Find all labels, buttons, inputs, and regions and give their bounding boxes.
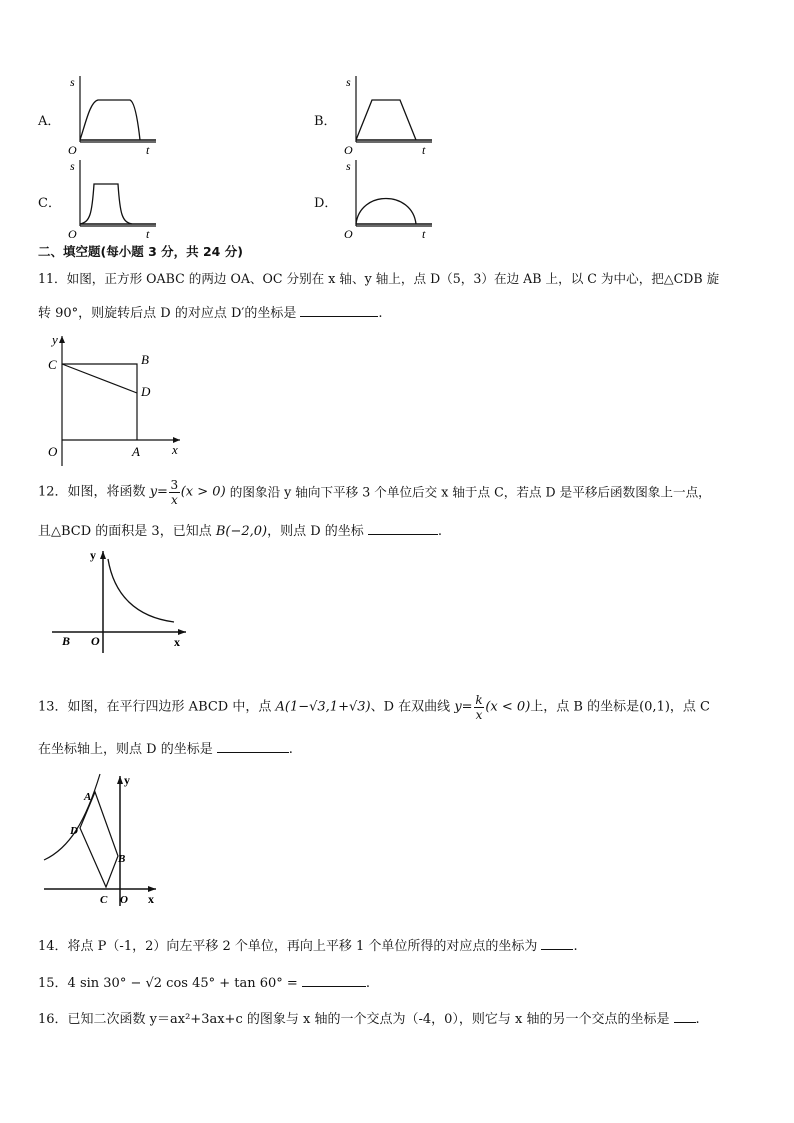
q12-label-b: B <box>62 634 71 648</box>
q12-point-b: B(−2,0) <box>215 524 268 539</box>
q13-point-b: (0,1) <box>639 699 670 715</box>
q13-answer-blank[interactable] <box>217 738 289 753</box>
q13-fraction <box>474 693 485 722</box>
q12-label-y: y <box>90 548 96 562</box>
origin-o: O <box>68 227 77 240</box>
q12-func-num: 3 <box>170 478 179 492</box>
axis-s: s <box>346 159 351 173</box>
q16-end: . <box>695 1012 700 1027</box>
option-b-graph <box>336 72 436 156</box>
q13-func-eq: = <box>461 699 473 715</box>
q12-line2-b: ，则点 D 的坐标 <box>267 524 364 539</box>
axis-t: t <box>422 227 426 240</box>
q13-label-x: x <box>148 892 154 906</box>
q12-func-den: x <box>170 493 178 507</box>
q16 <box>38 1008 700 1029</box>
q12-func-dom: (x > 0) <box>180 484 226 500</box>
q11-answer-blank[interactable] <box>300 302 378 317</box>
q13-mid: 、D 在双曲线 <box>370 699 451 715</box>
q13-line2-text: 在坐标轴上，则点 D 的坐标是 <box>38 742 213 757</box>
q13-label-c: C <box>100 894 108 906</box>
q11-label-x: x <box>172 442 178 457</box>
q12-line1 <box>38 478 711 512</box>
q13-label-y: y <box>124 773 130 787</box>
q12-func-eq: = <box>157 484 168 500</box>
q13-func-y: y <box>454 699 462 715</box>
q12-fraction <box>169 478 180 507</box>
axis-s: s <box>70 75 75 89</box>
q13-label-d: D <box>70 825 78 837</box>
origin-o: O <box>68 143 77 156</box>
q13-label-o: O <box>120 894 128 906</box>
q13-point-a: A(1−√3,1+√3) <box>275 699 371 715</box>
q11-label-y: y <box>52 332 58 347</box>
q13-label-a: A <box>84 791 92 803</box>
axis-t: t <box>146 143 150 156</box>
q16-answer-blank[interactable] <box>674 1008 696 1023</box>
q13-figure <box>40 770 170 910</box>
q11-label-o: O <box>48 444 58 459</box>
q16-text: 16．已知二次函数 y＝ax²+3ax+c 的图象与 x 轴的一个交点为（-4，0），则它与 x 轴的另一个交点的坐标是 <box>38 1012 670 1027</box>
q12-label-x: x <box>174 635 180 649</box>
q12-rest: 的图象沿 y 轴向下平移 3 个单位后交 x 轴于点 C，若点 D 是平移后函数图象上一点， <box>229 484 711 500</box>
q12-prefix: 12．如图，将函数 <box>38 484 146 500</box>
q13-end: . <box>288 742 293 757</box>
q14-answer-blank[interactable] <box>541 935 573 950</box>
q12-end: . <box>437 524 442 539</box>
axis-s: s <box>346 75 351 89</box>
option-d-label: D． <box>314 196 338 211</box>
q15-end: . <box>365 976 370 991</box>
q13-func-num: k <box>475 693 483 707</box>
q13-label-b: B <box>118 853 126 865</box>
q13-rest2: ，点 C <box>669 699 711 715</box>
option-c-label: C． <box>38 196 61 211</box>
q13-func-den: x <box>475 708 483 722</box>
option-b-label: B． <box>314 114 337 129</box>
q14 <box>38 935 578 956</box>
q12-figure <box>46 545 196 655</box>
option-d-graph <box>336 156 436 240</box>
q15 <box>38 972 370 993</box>
q13-func-dom: (x < 0) <box>485 699 531 715</box>
q11-line2 <box>38 302 383 323</box>
q12-answer-blank[interactable] <box>368 520 438 535</box>
q14-text: 14．将点 P（-1，2）向左平移 2 个单位，再向上平移 1 个单位所得的对应点的坐标为 <box>38 939 538 954</box>
q15-answer-blank[interactable] <box>302 972 366 987</box>
option-c-graph <box>60 156 160 240</box>
q13-prefix: 13．如图，在平行四边形 ABCD 中，点 <box>38 699 272 715</box>
q13-rest1: 上，点 B 的坐标是 <box>530 699 640 715</box>
q11-line1: 11．如图，正方形 OABC 的两边 OA、OC 分别在 x 轴、y 轴上，点 D（5，3）在边 AB 上，以 C 为中心，把△CDB 旋 <box>38 271 720 286</box>
q14-end: . <box>573 939 578 954</box>
origin-o: O <box>344 143 353 156</box>
q12-line2-a: 且△BCD 的面积是 3，已知点 <box>38 524 212 539</box>
q11-label-b: B <box>141 352 149 367</box>
q12-func-y: y <box>149 484 158 500</box>
q11-line2-text: 转 90°，则旋转后点 D 的对应点 D′的坐标是 <box>38 306 297 321</box>
axis-s: s <box>70 159 75 173</box>
q13-line2 <box>38 738 293 759</box>
option-a-graph <box>60 72 160 156</box>
q11-label-a: A <box>132 444 140 459</box>
section-title: 二、填空题(每小题 3 分，共 24 分) <box>38 244 243 259</box>
q11-label-c: C <box>48 357 57 372</box>
axis-t: t <box>146 227 150 240</box>
q12-line2 <box>38 520 442 541</box>
origin-o: O <box>344 227 353 240</box>
q11-figure <box>40 330 190 470</box>
option-a-label: A． <box>38 114 61 129</box>
axis-t: t <box>422 143 426 156</box>
q12-label-o: O <box>91 634 100 648</box>
q11-label-d: D <box>141 384 151 399</box>
q13-line1 <box>38 693 710 727</box>
q15-text: 15．4 sin 30° − √2 cos 45° + tan 60° = <box>38 976 298 991</box>
q11-end: . <box>378 306 383 321</box>
